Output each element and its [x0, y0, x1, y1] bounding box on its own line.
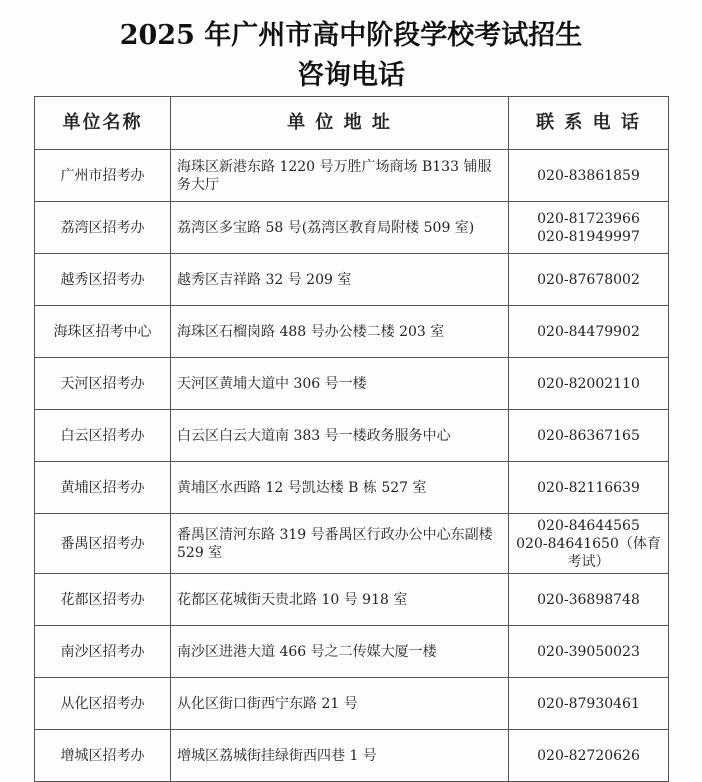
- table-row: [35, 514, 669, 574]
- table-row: [35, 410, 669, 462]
- unit-name-cell: 增城区招考办: [35, 730, 171, 782]
- phone-cell: [509, 410, 669, 462]
- phone-number: 020-86367165: [537, 427, 640, 444]
- phone-number: 020-81723966: [537, 210, 640, 227]
- address-cell: 从化区街口街西宁东路 21 号: [171, 678, 509, 730]
- unit-name-cell: 广州市招考办: [35, 150, 171, 202]
- address-cell: 黄埔区水西路 12 号凯达楼 B 栋 527 室: [171, 462, 509, 514]
- phone-number: 020-83861859: [537, 167, 640, 184]
- table-row: [35, 626, 669, 678]
- unit-name-cell: 黄埔区招考办: [35, 462, 171, 514]
- unit-name-cell: 越秀区招考办: [35, 254, 171, 306]
- document-title-line2: 咨询电话: [297, 60, 405, 91]
- phone-number: 020-84641650（体育考试）: [516, 535, 661, 570]
- phone-number: 020-87930461: [537, 695, 640, 712]
- phone-cell: [509, 626, 669, 678]
- phone-number: 020-84644565: [537, 517, 640, 534]
- phone-cell: [509, 574, 669, 626]
- phone-number: 020-81949997: [537, 228, 640, 245]
- phone-number: 020-82002110: [537, 375, 640, 392]
- table-row: [35, 574, 669, 626]
- unit-name-cell: 海珠区招考中心: [35, 306, 171, 358]
- contact-table: [34, 96, 669, 782]
- header-address: 单 位 地 址: [171, 97, 509, 150]
- unit-name-cell: 荔湾区招考办: [35, 202, 171, 254]
- unit-name-cell: 天河区招考办: [35, 358, 171, 410]
- address-cell: 南沙区进港大道 466 号之二传媒大厦一楼: [171, 626, 509, 678]
- address-cell: 天河区黄埔大道中 306 号一楼: [171, 358, 509, 410]
- table-row: [35, 358, 669, 410]
- unit-name-cell: 南沙区招考办: [35, 626, 171, 678]
- header-phone: 联 系 电 话: [509, 97, 669, 150]
- unit-name-cell: 花都区招考办: [35, 574, 171, 626]
- phone-cell: [509, 358, 669, 410]
- phone-number: 020-82116639: [537, 479, 640, 496]
- address-cell: 海珠区新港东路 1220 号万胜广场商场 B133 铺服务大厅: [171, 150, 509, 202]
- table-row: [35, 462, 669, 514]
- phone-cell: [509, 306, 669, 358]
- phone-cell: [509, 514, 669, 574]
- address-cell: 番禺区清河东路 319 号番禺区行政办公中心东副楼 529 室: [171, 514, 509, 574]
- phone-cell: [509, 678, 669, 730]
- table-header-row: [35, 97, 669, 150]
- address-cell: 增城区荔城街挂绿街西四巷 1 号: [171, 730, 509, 782]
- table-row: [35, 150, 669, 202]
- address-cell: 荔湾区多宝路 58 号(荔湾区教育局附楼 509 室): [171, 202, 509, 254]
- phone-number: 020-84479902: [537, 323, 640, 340]
- phone-number: 020-82720626: [537, 747, 640, 764]
- table-row: [35, 202, 669, 254]
- phone-cell: [509, 462, 669, 514]
- address-cell: 花都区花城街天贵北路 10 号 918 室: [171, 574, 509, 626]
- table-body: [35, 150, 669, 782]
- header-unit-name: 单位名称: [35, 97, 171, 150]
- table-row: [35, 678, 669, 730]
- phone-cell: [509, 202, 669, 254]
- table-row: [35, 306, 669, 358]
- phone-cell: [509, 254, 669, 306]
- unit-name-cell: 从化区招考办: [35, 678, 171, 730]
- phone-number: 020-87678002: [537, 271, 640, 288]
- address-cell: 海珠区石榴岗路 488 号办公楼二楼 203 室: [171, 306, 509, 358]
- unit-name-cell: 白云区招考办: [35, 410, 171, 462]
- unit-name-cell: 番禺区招考办: [35, 514, 171, 574]
- address-cell: 白云区白云大道南 383 号一楼政务服务中心: [171, 410, 509, 462]
- document-title-line1: 2025 年广州市高中阶段学校考试招生: [119, 20, 583, 51]
- address-cell: 越秀区吉祥路 32 号 209 室: [171, 254, 509, 306]
- table-row: [35, 254, 669, 306]
- phone-cell: [509, 150, 669, 202]
- phone-number: 020-36898748: [537, 591, 640, 608]
- phone-number: 020-39050023: [537, 643, 640, 660]
